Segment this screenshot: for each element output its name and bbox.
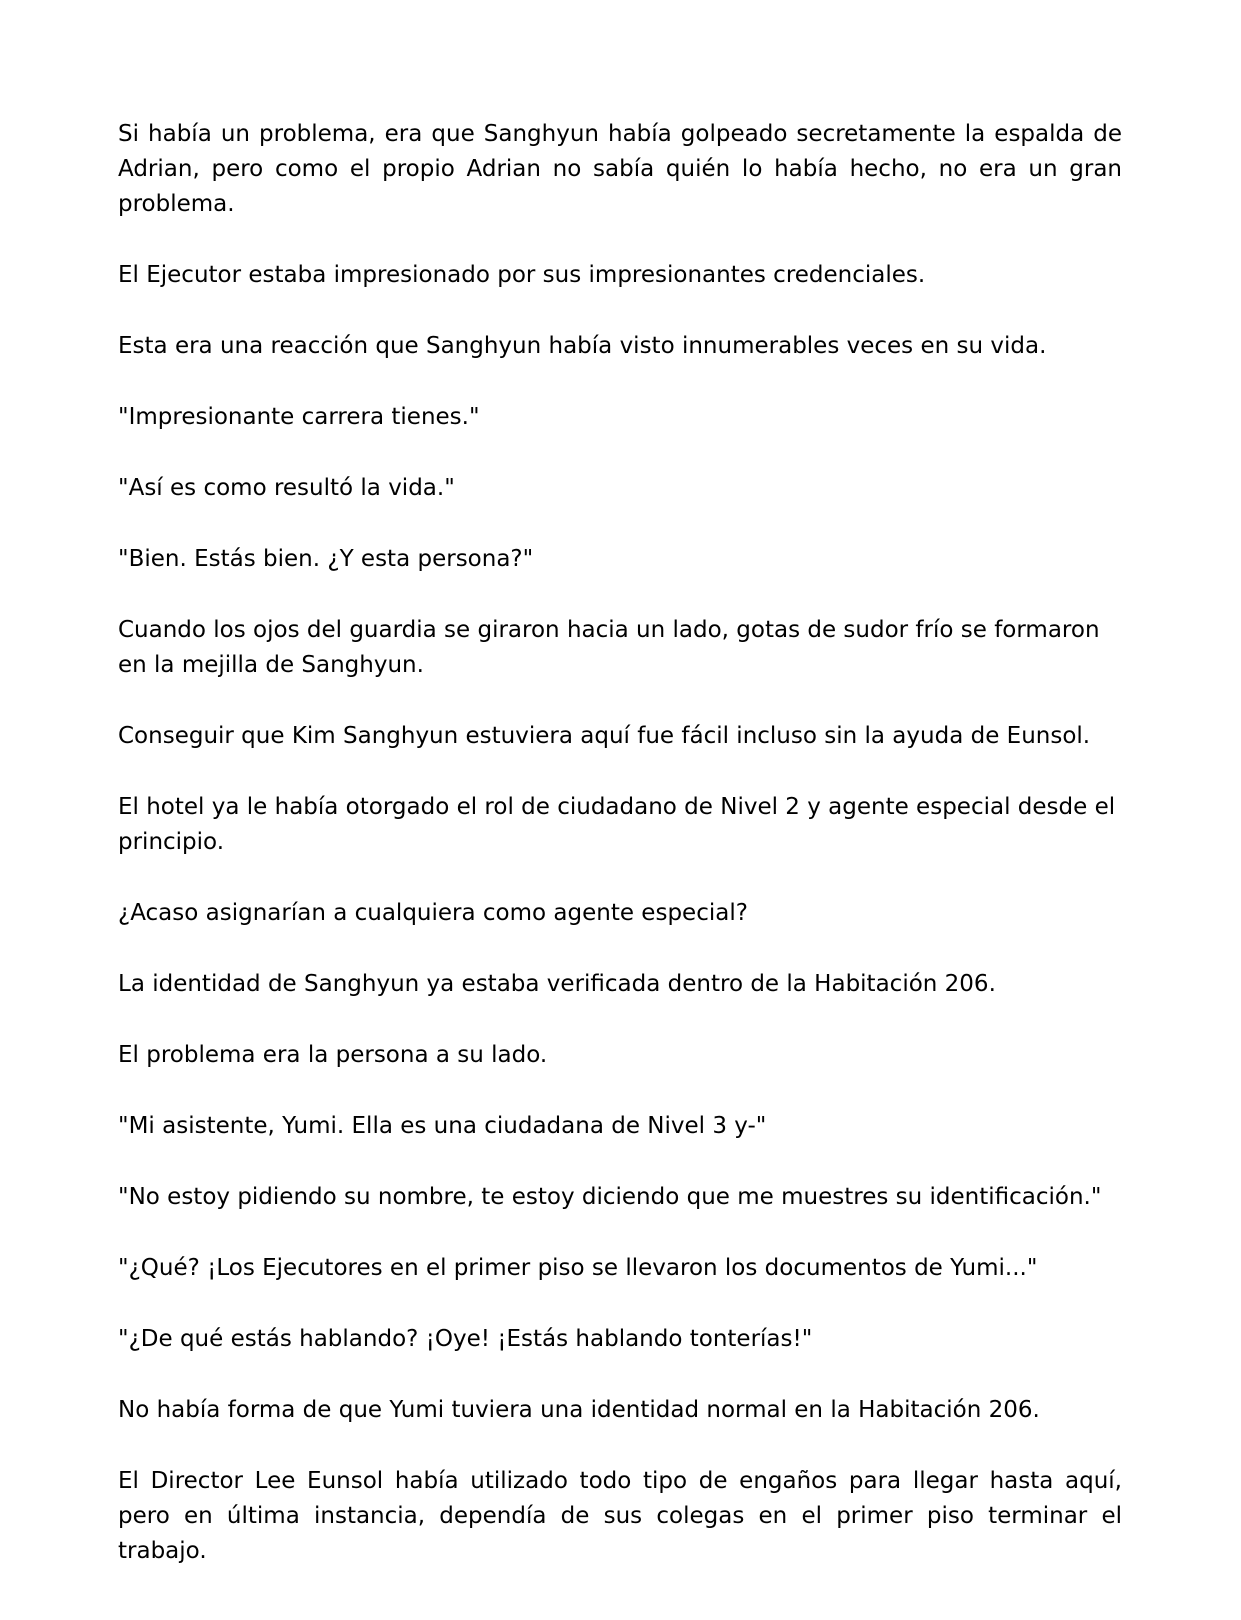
- paragraph-1: Si había un problema, era que Sanghyun había golpeado secretamente la espalda de Adrian, pero como el propio Adrian no sabía quién lo había hecho, no era un gran problema.: [118, 121, 1122, 217]
- paragraph-18: El Director Lee Eunsol había utilizado todo tipo de engaños para llegar hasta aquí, pero en última instancia, dependía de sus colegas en el primer piso terminar el trabajo.: [118, 1468, 1122, 1564]
- paragraph-15: "¿Qué? ¡Los Ejecutores en el primer piso se llevaron los documentos de Yumi...": [118, 1255, 1038, 1281]
- document-body: [118, 117, 1122, 1605]
- paragraph-14: "No estoy pidiendo su nombre, te estoy diciendo que me muestres su identificación.": [118, 1184, 1102, 1210]
- paragraph-2: El Ejecutor estaba impresionado por sus impresionantes credenciales.: [118, 262, 926, 288]
- paragraph-8: Conseguir que Kim Sanghyun estuviera aquí fue fácil incluso sin la ayuda de Eunsol.: [118, 723, 1091, 749]
- paragraph-10: ¿Acaso asignarían a cualquiera como agente especial?: [118, 900, 748, 926]
- paragraph-9: El hotel ya le había otorgado el rol de ciudadano de Nivel 2 y agente especial desde el principio.: [118, 794, 1116, 855]
- paragraph-11: La identidad de Sanghyun ya estaba verificada dentro de la Habitación 206.: [118, 971, 996, 997]
- paragraph-6: "Bien. Estás bien. ¿Y esta persona?": [118, 546, 534, 572]
- paragraph-12: El problema era la persona a su lado.: [118, 1042, 548, 1068]
- paragraph-17: No había forma de que Yumi tuviera una identidad normal en la Habitación 206.: [118, 1397, 1040, 1423]
- paragraph-16: "¿De qué estás hablando? ¡Oye! ¡Estás hablando tonterías!": [118, 1326, 813, 1352]
- paragraph-13: "Mi asistente, Yumi. Ella es una ciudadana de Nivel 3 y-": [118, 1113, 767, 1139]
- paragraph-5: "Así es como resultó la vida.": [118, 475, 455, 501]
- paragraph-4: "Impresionante carrera tienes.": [118, 404, 480, 430]
- paragraph-3: Esta era una reacción que Sanghyun había visto innumerables veces en su vida.: [118, 333, 1047, 359]
- paragraph-7: Cuando los ojos del guardia se giraron hacia un lado, gotas de sudor frío se formaron en la mejilla de Sanghyun.: [118, 617, 1100, 678]
